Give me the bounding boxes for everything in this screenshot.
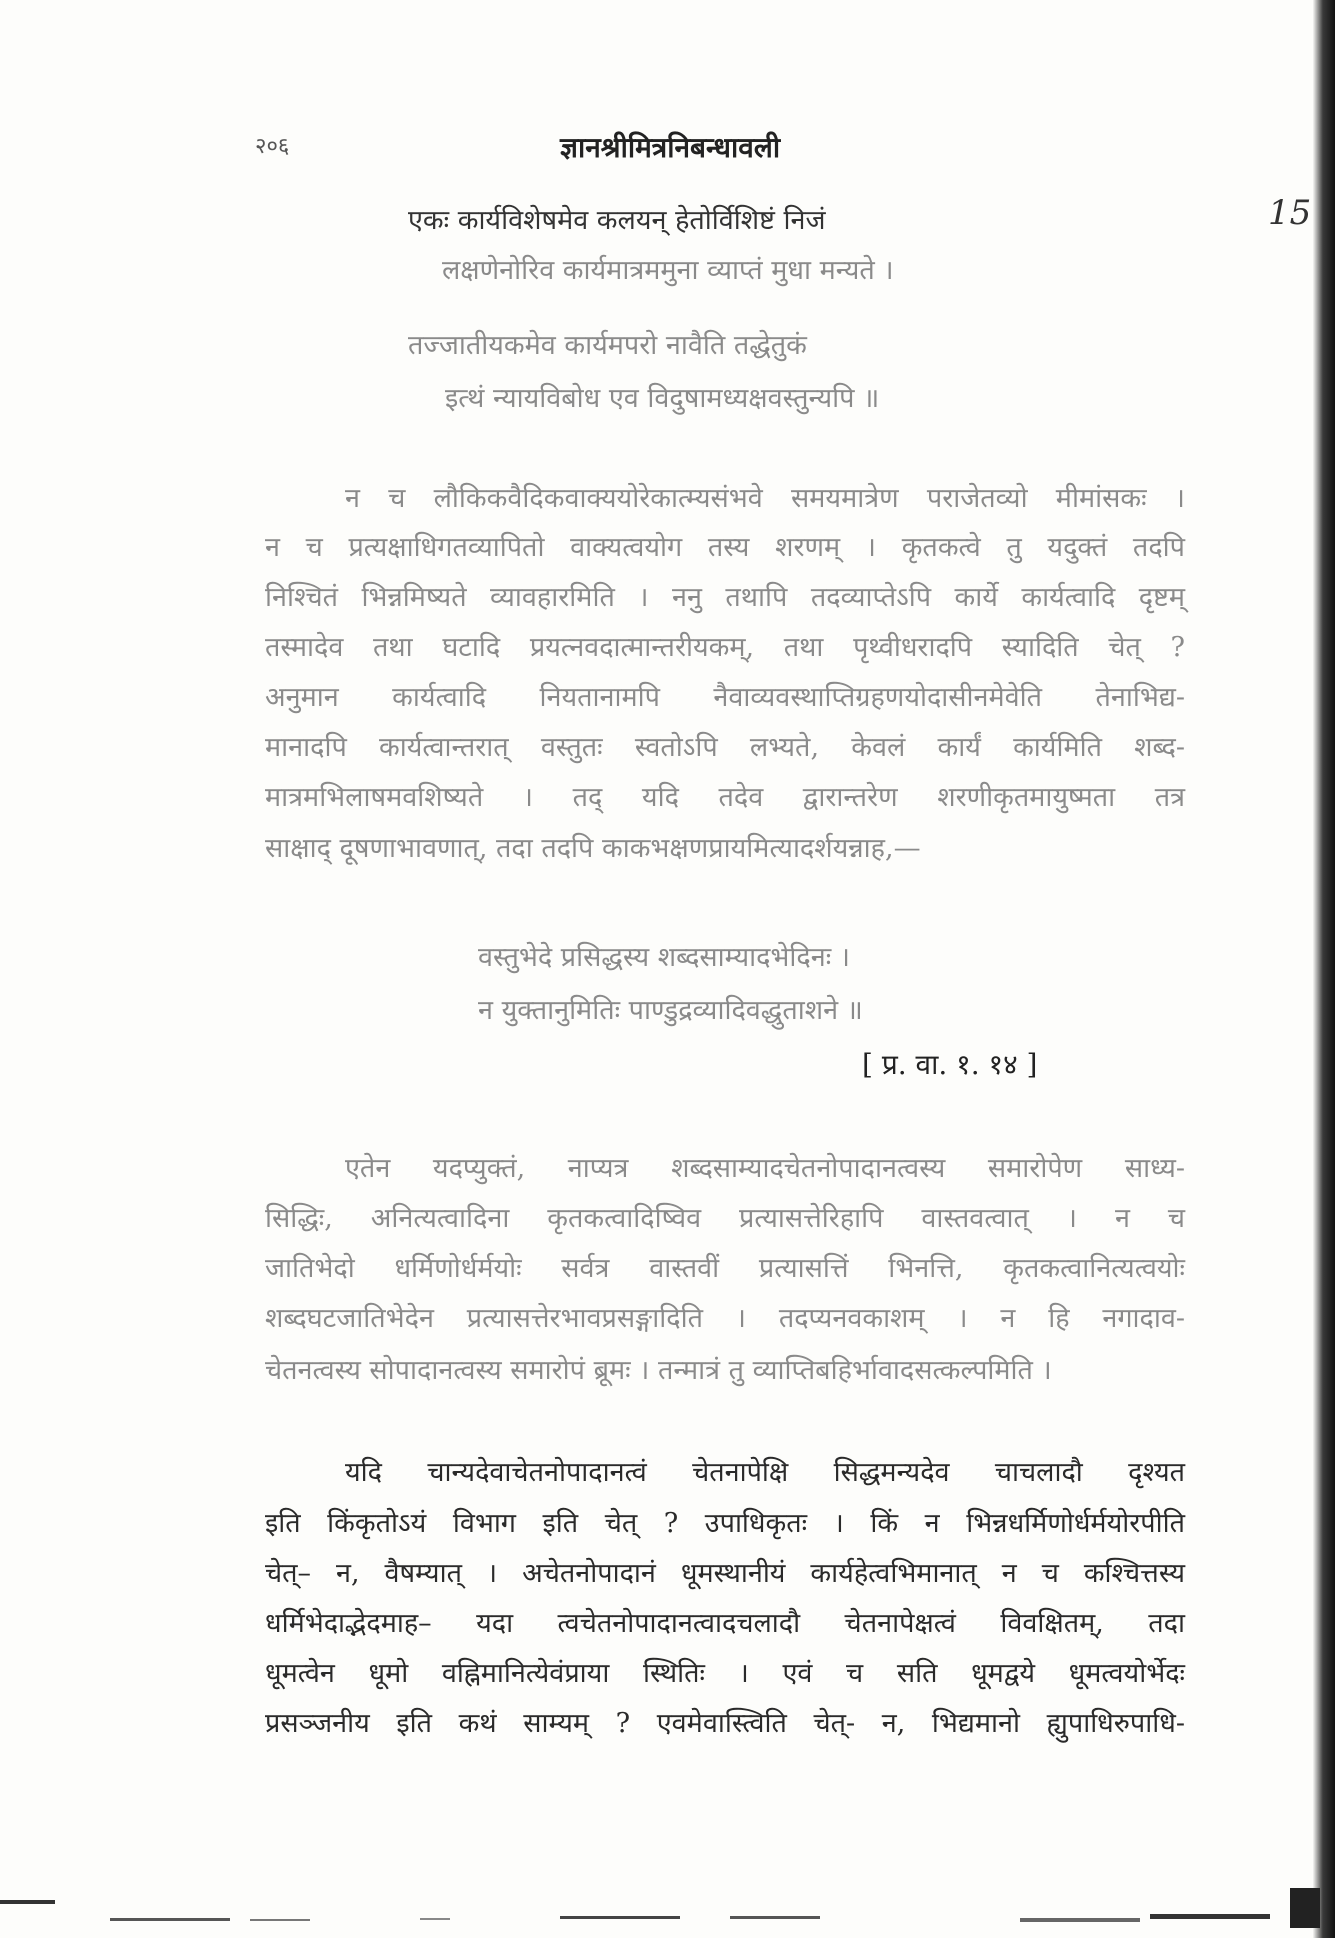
verse1-line-4: इत्थं न्यायविबोध एव विदुषामध्यक्षवस्तुन्यपि ॥ [445,383,880,414]
running-title: ज्ञानश्रीमित्रनिबन्धावली [560,131,781,164]
para1-line-8: साक्षाद् दूषणाभावणात्, तदा तदपि काकभक्षणप्रायमित्यादर्शयन्नाह,— [265,833,921,864]
verse-citation: [ प्र. वा. १. १४ ] [862,1048,1038,1081]
para3-line-1: यदि चान्यदेवाचेतनोपादानत्वं चेतनापेक्षि सिद्धमन्यदेव चाचलादौ दृश्यत [345,1457,1185,1488]
verse1-line-2: लक्षणेनोरिव कार्यमात्रममुना व्याप्तं मुधा मन्यते । [442,255,894,286]
para3-line-5: धूमत्वेन धूमो वह्निमानित्येवंप्राया स्थितिः । एवं च सति धूमद्वये धूमत्वयोर्भेदः [265,1658,1185,1689]
para2-line-5: चेतनत्वस्य सोपादानत्वस्य समारोपं ब्रूमः । तन्मात्रं तु व्याप्तिबहिर्भावादसत्कल्पमिति । [265,1355,1052,1386]
para1-line-7: मात्रमभिलाषमवशिष्यते । तद् यदि तदेव द्वारान्तरेण शरणीकृतमायुष्मता तत्र [265,782,1185,813]
verse2-line-2: न युक्तानुमितिः पाण्डुद्रव्यादिवद्धुताशने ॥ [478,995,863,1026]
para3-line-6: प्रसञ्जनीय इति कथं साम्यम् ? एवमेवास्त्विति चेत्- न, भिद्यमानो ह्युपाधिरुपाधि- [265,1708,1185,1739]
scan-noise-bottom [0,1878,1335,1938]
para3-line-3: चेत्– न, वैषम्यात् । अचेतनोपादानं धूमस्थानीयं कार्यहेत्वभिमानात् न च कश्चित्तस्य [265,1558,1185,1589]
para1-line-1: न च लौकिकवैदिकवाक्ययोरेकात्म्यसंभवे समयमात्रेण पराजेतव्यो मीमांसकः । [345,483,1185,514]
para1-line-4: तस्मादेव तथा घटादि प्रयत्नवदात्मान्तरीयकम्, तथा पृथ्वीधरादपि स्यादिति चेत् ? [265,632,1185,663]
para3-line-2: इति किंकृतोऽयं विभाग इति चेत् ? उपाधिकृतः । किं न भिन्नधर्मिणोर्धर्मयोरपीति [265,1508,1185,1539]
para2-line-1: एतेन यदप्युक्तं, नाप्यत्र शब्दसाम्यादचेतनोपादानत्वस्य समारोपेण साध्य- [345,1153,1185,1184]
para1-line-5: अनुमान कार्यत्वादि नियतानामपि नैवाव्यवस्थाप्तिग्रहणयोदासीनमेवेति तेनाभिद्य- [265,682,1185,713]
para2-line-3: जातिभेदो धर्मिणोर्धर्मयोः सर्वत्र वास्तवीं प्रत्यासत्तिं भिनत्ति, कृतकत्वानित्यत्वयोः [265,1253,1185,1284]
page-number: २०६ [255,134,290,159]
para2-line-4: शब्दघटजातिभेदेन प्रत्यासत्तेरभावप्रसङ्गादिति । तदप्यनवकाशम् । न हि नगादाव- [265,1303,1185,1334]
para1-line-3: निश्चितं भिन्नमिष्यते व्यावहारमिति । ननु तथापि तदव्याप्तेऽपि कार्ये कार्यत्वादि दृष्टम् [265,582,1185,613]
verse2-line-1: वस्तुभेदे प्रसिद्धस्य शब्दसाम्यादभेदिनः । [478,942,850,973]
page-edge-shadow [1313,0,1335,1938]
verse1-line-1: एकः कार्यविशेषमेव कलयन् हेतोर्विशिष्टं निजं [408,205,826,236]
verse1-line-3: तज्जातीयकमेव कार्यमपरो नावैति तद्धेतुकं [408,330,807,361]
para1-line-2: न च प्रत्यक्षाधिगतव्यापितो वाक्यत्वयोग तस्य शरणम् । कृतकत्वे तु यदुक्तं तदपि [265,532,1185,563]
margin-annotation: 15 [1268,193,1312,233]
para2-line-2: सिद्धिः, अनित्यत्वादिना कृतकत्वादिष्विव प्रत्यासत्तेरिहापि वास्तवत्वात् । न च [265,1203,1185,1234]
para1-line-6: मानादपि कार्यत्वान्तरात् वस्तुतः स्वतोऽपि लभ्यते, केवलं कार्यं कार्यमिति शब्द- [265,732,1185,763]
para3-line-4: धर्मिभेदाद्भेदमाह– यदा त्वचेतनोपादानत्वादचलादौ चेतनापेक्षत्वं विवक्षितम्, तदा [265,1608,1185,1639]
